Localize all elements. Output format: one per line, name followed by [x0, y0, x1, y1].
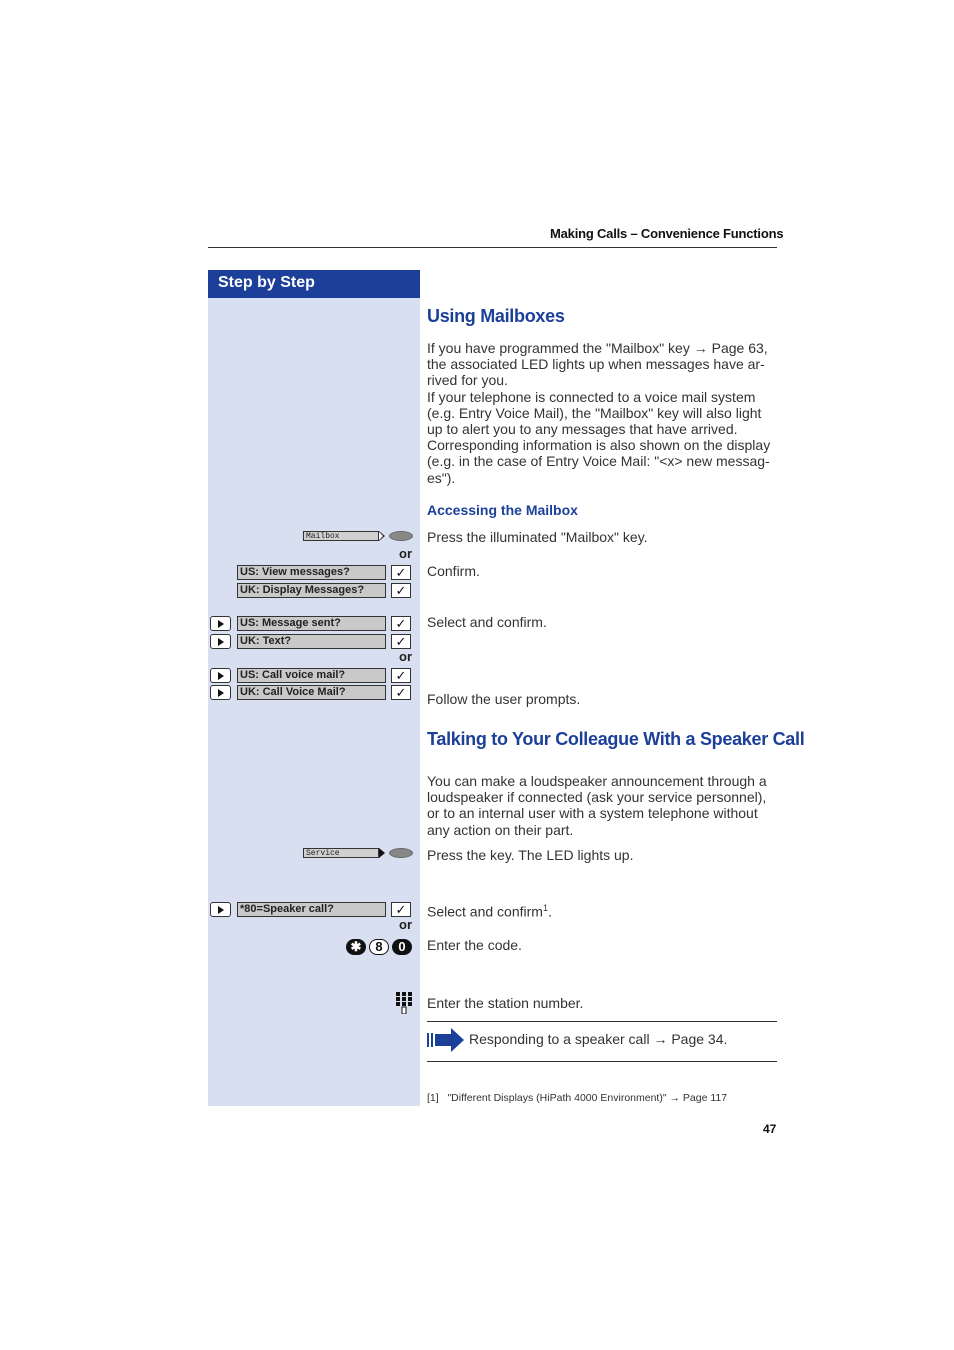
confirm-checkmark-icon[interactable]: ✓ [391, 616, 411, 631]
service-key[interactable]: Service [303, 848, 379, 858]
step-press-mailbox: Press the illuminated "Mailbox" key. [427, 529, 648, 545]
step-follow-prompts: Follow the user prompts. [427, 691, 581, 707]
intro-line: up to alert you to any messages that have arrived. [427, 421, 738, 438]
display-uk-display-messages[interactable]: UK: Display Messages? [237, 583, 386, 598]
star-key-icon[interactable]: ✱ [346, 939, 366, 955]
display-us-view-messages[interactable]: US: View messages? [237, 565, 386, 580]
intro-line: (e.g. in the case of Entry Voice Mail: "<x> new messag- [427, 453, 770, 470]
display-speaker-call[interactable]: *80=Speaker call? [237, 902, 386, 917]
display-uk-text[interactable]: UK: Text? [237, 634, 386, 649]
footnote-ref: 1 [542, 903, 548, 913]
note-rule-top [427, 1021, 777, 1022]
or-label: or [399, 546, 412, 561]
display-us-call-voice-mail[interactable]: US: Call voice mail? [237, 668, 386, 683]
keypad-icon [396, 992, 412, 1014]
confirm-checkmark-icon[interactable]: ✓ [391, 685, 411, 700]
step-text: Select and confirm [427, 903, 543, 920]
running-header: Making Calls – Convenience Functions [550, 226, 784, 241]
step-select-confirm: Select and confirm. [427, 614, 547, 630]
confirm-checkmark-icon[interactable]: ✓ [391, 583, 411, 598]
confirm-checkmark-icon[interactable]: ✓ [391, 634, 411, 649]
intro-line: If you have programmed the "Mailbox" key → Page 63, [427, 340, 768, 356]
footnote-marker: [1] [427, 1092, 439, 1104]
note-arrow-icon [427, 1028, 465, 1052]
intro-line: If your telephone is connected to a voice mail system [427, 388, 756, 405]
step-enter-station: Enter the station number. [427, 995, 584, 1011]
step-by-step-header [208, 270, 420, 298]
intro-line: the associated LED lights up when messages have ar- [427, 356, 765, 373]
digit-0-key-icon[interactable]: 0 [392, 939, 412, 955]
header-rule [208, 247, 777, 248]
key-pointer-inner-icon [379, 532, 383, 540]
confirm-checkmark-icon[interactable]: ✓ [391, 902, 411, 917]
or-label: or [399, 649, 412, 664]
section-heading-mailboxes: Using Mailboxes [427, 306, 565, 326]
digit-8-key-icon[interactable]: 8 [369, 939, 389, 955]
step-press-service: Press the key. The LED lights up. [427, 847, 634, 863]
display-us-message-sent[interactable]: US: Message sent? [237, 616, 386, 631]
scroll-arrow-icon[interactable] [210, 616, 231, 631]
section-heading-speaker-call: Talking to Your Colleague With a Speaker Call [427, 729, 805, 749]
note-rule-bottom [427, 1061, 777, 1062]
scroll-arrow-icon[interactable] [210, 668, 231, 683]
confirm-checkmark-icon[interactable]: ✓ [391, 668, 411, 683]
scroll-arrow-icon[interactable] [210, 685, 231, 700]
footnote-text: "Different Displays (HiPath 4000 Environment)" → Page 117 [447, 1092, 728, 1104]
mailboxes-intro [427, 340, 779, 486]
intro-line: You can make a loudspeaker announcement through a [427, 773, 767, 789]
footnote [427, 1092, 727, 1104]
confirm-checkmark-icon[interactable]: ✓ [391, 565, 411, 580]
subheading-accessing-mailbox: Accessing the Mailbox [427, 502, 578, 518]
step-enter-code: Enter the code. [427, 937, 522, 953]
intro-line: es"). [427, 469, 456, 486]
page-number: 47 [763, 1122, 777, 1136]
scroll-arrow-icon[interactable] [210, 634, 231, 649]
scroll-arrow-icon[interactable] [210, 902, 231, 917]
intro-line: Corresponding information is also shown on the display [427, 437, 771, 454]
led-icon [389, 531, 413, 541]
led-icon [389, 848, 413, 858]
intro-line: (e.g. Entry Voice Mail), the "Mailbox" key will also light [427, 404, 762, 421]
step-text-end: . [547, 903, 552, 920]
or-label: or [399, 917, 412, 932]
speaker-intro [427, 773, 779, 838]
step-select-confirm-speaker [427, 900, 552, 920]
intro-line: or to an internal user with a system telephone without [427, 805, 758, 822]
note-text: Responding to a speaker call → Page 34. [469, 1031, 728, 1047]
key-pointer-icon [379, 848, 385, 858]
mailbox-key[interactable]: Mailbox [303, 531, 379, 541]
intro-line: loudspeaker if connected (ask your service personnel), [427, 789, 767, 806]
step-by-step-title: Step by Step [218, 274, 315, 291]
step-confirm: Confirm. [427, 563, 480, 579]
intro-line: rived for you. [427, 372, 508, 389]
display-uk-call-voice-mail[interactable]: UK: Call Voice Mail? [237, 685, 386, 700]
intro-line: any action on their part. [427, 821, 574, 838]
